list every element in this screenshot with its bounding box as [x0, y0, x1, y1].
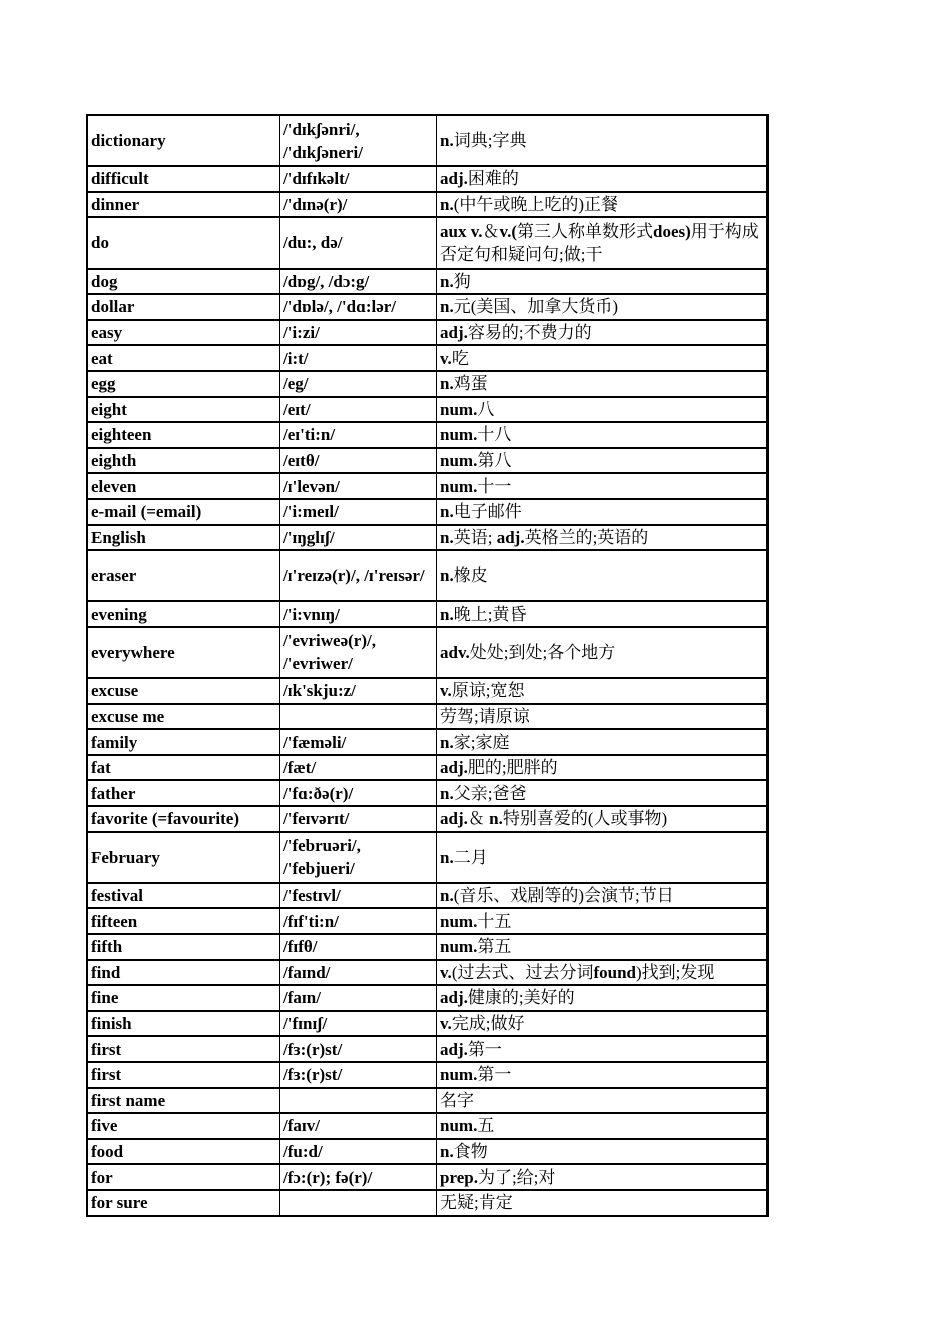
word-cell: e-mail (=email)	[87, 499, 280, 525]
part-of-speech: n.	[440, 131, 454, 151]
meaning-text: 十一	[477, 476, 512, 496]
word-cell: difficult	[87, 166, 280, 192]
word-cell: dollar	[87, 294, 280, 320]
meaning-text: 为了;给;对	[477, 1167, 556, 1187]
phonetic-cell	[280, 1088, 437, 1114]
table-row	[87, 115, 768, 166]
word-cell: father	[87, 780, 280, 806]
meaning-text: 无疑;肯定	[440, 1193, 513, 1213]
phonetic-cell: /eɪtθ/	[280, 448, 437, 474]
phonetic-cell: /eɪ'ti:n/	[280, 422, 437, 448]
table-row	[87, 320, 768, 346]
meaning-cell	[437, 985, 768, 1011]
word-cell: eight	[87, 397, 280, 423]
phonetic-cell: /dɒg/, /dɔ:g/	[280, 269, 437, 295]
meaning-text: 第三人称单数形式	[517, 221, 654, 241]
part-of-speech: n.	[440, 297, 454, 317]
word-cell: everywhere	[87, 627, 280, 678]
table-row	[87, 1190, 768, 1216]
meaning-cell	[437, 883, 768, 909]
meaning-text: 词典;字典	[453, 131, 527, 151]
phonetic-cell: /'fɑ:ðə(r)/	[280, 780, 437, 806]
word-cell: family	[87, 729, 280, 755]
phonetic-cell: /'dɒlə/, /'dɑ:lər/	[280, 294, 437, 320]
meaning-text: 名字	[440, 1090, 474, 1110]
phonetic-cell: /du:, də/	[280, 217, 437, 268]
meaning-text: 困难的	[467, 169, 519, 189]
word-cell: for sure	[87, 1190, 280, 1216]
meaning-text: 容易的;不费力的	[467, 323, 592, 343]
meaning-text: 二月	[453, 847, 488, 867]
table-row	[87, 678, 768, 704]
part-of-speech: num.	[440, 425, 478, 445]
phonetic-cell: /'i:zi/	[280, 320, 437, 346]
phonetic-cell: /'festɪvl/	[280, 883, 437, 909]
word-cell: festival	[87, 883, 280, 909]
table-row	[87, 448, 768, 474]
meaning-cell	[437, 704, 768, 730]
word-cell: fine	[87, 985, 280, 1011]
table-row	[87, 806, 768, 832]
meaning-text: 肥的;肥胖的	[467, 758, 558, 778]
meaning-cell	[437, 192, 768, 218]
word-cell: finish	[87, 1011, 280, 1037]
word-cell: food	[87, 1139, 280, 1165]
meaning-cell	[437, 166, 768, 192]
table-row	[87, 704, 768, 730]
meaning-cell	[437, 115, 768, 166]
meaning-text: (中午或晚上吃的)正餐	[453, 195, 619, 215]
phonetic-cell: /'fɪnɪʃ/	[280, 1011, 437, 1037]
meaning-text: 英语;	[453, 527, 497, 547]
phonetic-cell: /'dɪnə(r)/	[280, 192, 437, 218]
phonetic-cell: /'februəri/, /'febjueri/	[280, 832, 437, 883]
part-of-speech: v.(	[499, 221, 518, 241]
phonetic-cell: /fu:d/	[280, 1139, 437, 1165]
meaning-cell	[437, 1062, 768, 1088]
part-of-speech: n.	[440, 1142, 454, 1162]
part-of-speech: adj.	[440, 988, 468, 1008]
meaning-cell	[437, 627, 768, 678]
meaning-cell	[437, 806, 768, 832]
phonetic-cell: /fɜ:(r)st/	[280, 1036, 437, 1062]
table-row	[87, 601, 768, 627]
meaning-cell	[437, 908, 768, 934]
table-row	[87, 294, 768, 320]
part-of-speech: num.	[440, 1065, 478, 1085]
part-of-speech: v.	[440, 962, 452, 982]
word-cell: first	[87, 1062, 280, 1088]
part-of-speech: n.	[440, 271, 454, 291]
word-cell: dictionary	[87, 115, 280, 166]
meaning-text: 元(美国、加拿大货币)	[453, 297, 619, 317]
meaning-text: ＆	[482, 221, 500, 241]
meaning-text: 父亲;爸爸	[453, 783, 527, 803]
meaning-text: 家;家庭	[453, 732, 510, 752]
meaning-text: 第五	[477, 937, 512, 957]
word-cell: favorite (=favourite)	[87, 806, 280, 832]
word-cell: eighth	[87, 448, 280, 474]
table-row	[87, 525, 768, 551]
word-cell: fifteen	[87, 908, 280, 934]
meaning-cell	[437, 780, 768, 806]
meaning-text: 处处;到处;各个地方	[469, 642, 616, 662]
phonetic-cell: /fɪfθ/	[280, 934, 437, 960]
table-row	[87, 780, 768, 806]
meaning-text: 第一	[477, 1065, 512, 1085]
word-cell: dinner	[87, 192, 280, 218]
phonetic-cell	[280, 704, 437, 730]
vocabulary-table-body	[87, 115, 768, 1216]
word-cell: evening	[87, 601, 280, 627]
meaning-cell	[437, 1011, 768, 1037]
meaning-text: 十五	[477, 911, 512, 931]
meaning-cell	[437, 1139, 768, 1165]
word-cell: first name	[87, 1088, 280, 1114]
part-of-speech: num.	[440, 911, 478, 931]
word-cell: eleven	[87, 473, 280, 499]
word-cell: egg	[87, 371, 280, 397]
part-of-speech: adj.	[440, 169, 468, 189]
meaning-text: 劳驾;请原谅	[440, 706, 530, 726]
meaning-cell	[437, 1164, 768, 1190]
word-cell: fat	[87, 755, 280, 781]
part-of-speech: n.	[440, 732, 454, 752]
part-of-speech: adj.	[496, 527, 525, 547]
vocabulary-table	[86, 114, 769, 1217]
meaning-cell	[437, 499, 768, 525]
meaning-text: ＆	[467, 809, 490, 829]
meaning-text: 五	[477, 1116, 495, 1136]
part-of-speech: v.	[440, 681, 452, 701]
table-row	[87, 729, 768, 755]
meaning-cell	[437, 473, 768, 499]
table-row	[87, 985, 768, 1011]
meaning-text: 狗	[453, 271, 471, 291]
part-of-speech: n.	[440, 783, 454, 803]
word-cell: eighteen	[87, 422, 280, 448]
meaning-text: (过去式、过去分词	[451, 962, 594, 982]
meaning-text: 橡皮	[453, 566, 488, 586]
part-of-speech: v.	[440, 1014, 452, 1034]
phonetic-cell: /faɪnd/	[280, 960, 437, 986]
table-row	[87, 755, 768, 781]
word-cell: eraser	[87, 550, 280, 601]
phonetic-cell: /fɔ:(r); fə(r)/	[280, 1164, 437, 1190]
part-of-speech: adj.	[440, 1039, 468, 1059]
phonetic-cell: /'feɪvərɪt/	[280, 806, 437, 832]
word-cell: do	[87, 217, 280, 268]
word-cell: for	[87, 1164, 280, 1190]
word-cell: fifth	[87, 934, 280, 960]
meaning-cell	[437, 320, 768, 346]
meaning-text: 吃	[451, 348, 469, 368]
word-cell: find	[87, 960, 280, 986]
phonetic-cell: /i:t/	[280, 345, 437, 371]
meaning-text: 第一	[467, 1039, 502, 1059]
table-row	[87, 883, 768, 909]
table-row	[87, 960, 768, 986]
part-of-speech: found	[593, 962, 637, 982]
table-row	[87, 397, 768, 423]
part-of-speech: num.	[440, 476, 478, 496]
meaning-text: 特别喜爱的(人或事物)	[502, 809, 668, 829]
table-row	[87, 473, 768, 499]
meaning-cell	[437, 294, 768, 320]
phonetic-cell: /ɪ'reɪzə(r)/, /ɪ'reɪsər/	[280, 550, 437, 601]
meaning-cell	[437, 832, 768, 883]
phonetic-cell: /'ɪŋglɪʃ/	[280, 525, 437, 551]
phonetic-cell: /fæt/	[280, 755, 437, 781]
table-row	[87, 166, 768, 192]
meaning-cell	[437, 1088, 768, 1114]
part-of-speech: n.	[440, 566, 454, 586]
table-row	[87, 499, 768, 525]
phonetic-cell: /fɪf'ti:n/	[280, 908, 437, 934]
part-of-speech: adj.	[440, 323, 468, 343]
word-cell: five	[87, 1113, 280, 1139]
word-cell: first	[87, 1036, 280, 1062]
meaning-cell	[437, 755, 768, 781]
part-of-speech: prep.	[440, 1167, 478, 1187]
word-cell: English	[87, 525, 280, 551]
phonetic-cell: /'evriweə(r)/, /'evriwer/	[280, 627, 437, 678]
word-cell: dog	[87, 269, 280, 295]
part-of-speech: adj.	[440, 809, 468, 829]
meaning-cell	[437, 960, 768, 986]
part-of-speech: num.	[440, 451, 478, 471]
table-row	[87, 1139, 768, 1165]
part-of-speech: n.	[440, 886, 454, 906]
meaning-text: 完成;做好	[451, 1014, 525, 1034]
meaning-text: 食物	[453, 1142, 488, 1162]
part-of-speech: v.	[440, 348, 452, 368]
phonetic-cell: /'dɪfɪkəlt/	[280, 166, 437, 192]
meaning-text: (音乐、戏剧等的)会演节;节日	[453, 886, 674, 906]
part-of-speech: n.	[440, 195, 454, 215]
table-row	[87, 192, 768, 218]
part-of-speech: n.	[489, 809, 503, 829]
meaning-cell	[437, 601, 768, 627]
meaning-cell	[437, 1036, 768, 1062]
meaning-cell	[437, 448, 768, 474]
meaning-text: 晚上;黄昏	[453, 604, 527, 624]
table-row	[87, 832, 768, 883]
meaning-cell	[437, 217, 768, 268]
table-row	[87, 1164, 768, 1190]
word-cell: easy	[87, 320, 280, 346]
meaning-text: 鸡蛋	[453, 374, 488, 394]
part-of-speech: num.	[440, 399, 478, 419]
table-row	[87, 422, 768, 448]
part-of-speech: does)	[653, 221, 691, 241]
phonetic-cell: /fɜ:(r)st/	[280, 1062, 437, 1088]
meaning-cell	[437, 345, 768, 371]
part-of-speech: aux v.	[440, 221, 483, 241]
table-row	[87, 627, 768, 678]
meaning-text: 英格兰的;英语的	[524, 527, 649, 547]
table-row	[87, 908, 768, 934]
meaning-cell	[437, 269, 768, 295]
meaning-text: 原谅;宽恕	[451, 681, 525, 701]
meaning-text: )找到;发现	[636, 962, 715, 982]
meaning-text: 第八	[477, 451, 512, 471]
table-row	[87, 550, 768, 601]
meaning-cell	[437, 678, 768, 704]
phonetic-cell: /'fæməli/	[280, 729, 437, 755]
part-of-speech: n.	[440, 604, 454, 624]
phonetic-cell: /eɪt/	[280, 397, 437, 423]
meaning-text: 十八	[477, 425, 512, 445]
meaning-cell	[437, 1113, 768, 1139]
word-cell: excuse	[87, 678, 280, 704]
table-row	[87, 371, 768, 397]
meaning-cell	[437, 397, 768, 423]
phonetic-cell: /eg/	[280, 371, 437, 397]
table-row	[87, 1062, 768, 1088]
word-cell: excuse me	[87, 704, 280, 730]
meaning-cell	[437, 934, 768, 960]
meaning-cell	[437, 371, 768, 397]
table-row	[87, 1113, 768, 1139]
part-of-speech: num.	[440, 937, 478, 957]
part-of-speech: adv.	[440, 642, 470, 662]
phonetic-cell: /ɪ'levən/	[280, 473, 437, 499]
phonetic-cell: /faɪv/	[280, 1113, 437, 1139]
part-of-speech: adj.	[440, 758, 468, 778]
table-row	[87, 1011, 768, 1037]
meaning-text: 电子邮件	[453, 502, 522, 522]
phonetic-cell: /'dɪkʃənri/, /'dɪkʃəneri/	[280, 115, 437, 166]
meaning-text: 健康的;美好的	[467, 988, 575, 1008]
phonetic-cell: /ɪk'skju:z/	[280, 678, 437, 704]
word-cell: eat	[87, 345, 280, 371]
table-row	[87, 269, 768, 295]
meaning-cell	[437, 1190, 768, 1216]
phonetic-cell	[280, 1190, 437, 1216]
meaning-text: 用于构成否定句和疑问句;做;干	[440, 221, 759, 264]
meaning-cell	[437, 729, 768, 755]
table-row	[87, 1088, 768, 1114]
meaning-cell	[437, 525, 768, 551]
meaning-text: 八	[477, 399, 495, 419]
part-of-speech: n.	[440, 374, 454, 394]
table-row	[87, 1036, 768, 1062]
meaning-cell	[437, 550, 768, 601]
phonetic-cell: /'i:vnɪŋ/	[280, 601, 437, 627]
word-cell: February	[87, 832, 280, 883]
table-row	[87, 934, 768, 960]
table-row	[87, 345, 768, 371]
part-of-speech: n.	[440, 502, 454, 522]
part-of-speech: n.	[440, 847, 454, 867]
part-of-speech: num.	[440, 1116, 478, 1136]
part-of-speech: n.	[440, 527, 454, 547]
phonetic-cell: /faɪn/	[280, 985, 437, 1011]
phonetic-cell: /'i:meɪl/	[280, 499, 437, 525]
table-row	[87, 217, 768, 268]
meaning-cell	[437, 422, 768, 448]
